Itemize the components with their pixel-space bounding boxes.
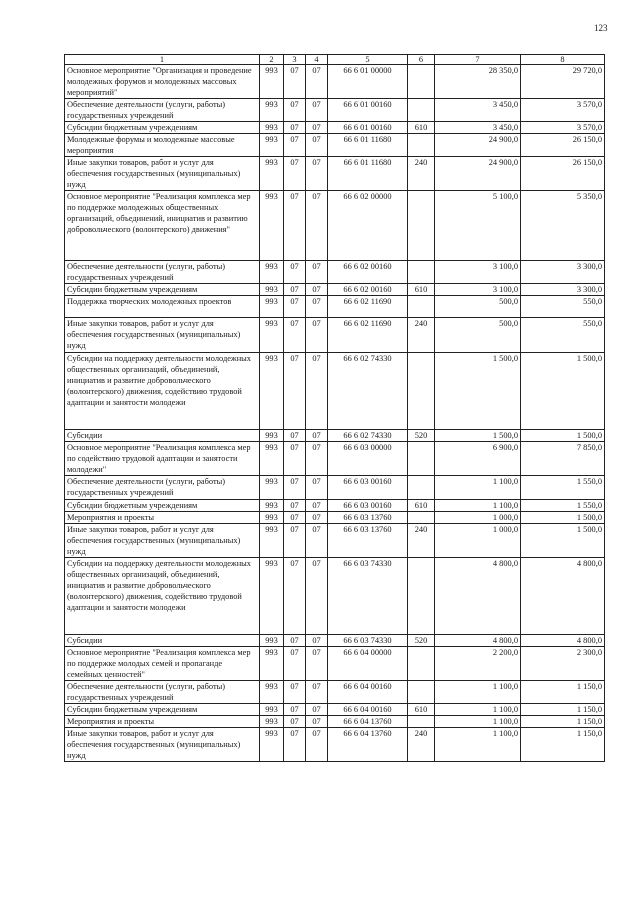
target-article-code: 66 6 03 13760 [328, 524, 408, 558]
budget-table [64, 54, 605, 762]
table-row [65, 99, 605, 122]
ministry-code: 993 [260, 558, 284, 635]
amount-year-2: 26 150,0 [521, 134, 605, 157]
subsection-code: 07 [306, 500, 328, 512]
row-name: Мероприятия и проекты [65, 512, 260, 524]
amount-year-2: 1 150,0 [521, 704, 605, 716]
subsection-code: 07 [306, 704, 328, 716]
amount-year-2: 1 500,0 [521, 353, 605, 430]
amount-year-2: 3 570,0 [521, 99, 605, 122]
row-name: Основное мероприятие "Реализация комплекса мер по содействию трудовой адаптации и занятости молодежи" [65, 442, 260, 476]
subsection-code: 07 [306, 191, 328, 261]
target-article-code: 66 6 03 00160 [328, 500, 408, 512]
amount-year-1: 1 000,0 [435, 524, 521, 558]
table-row [65, 296, 605, 318]
section-code: 07 [284, 500, 306, 512]
table-row [65, 65, 605, 99]
target-article-code: 66 6 03 74330 [328, 558, 408, 635]
subsection-code: 07 [306, 99, 328, 122]
amount-year-2: 1 150,0 [521, 681, 605, 704]
expense-type-code [408, 191, 435, 261]
table-row [65, 512, 605, 524]
ministry-code: 993 [260, 524, 284, 558]
target-article-code: 66 6 04 13760 [328, 716, 408, 728]
table-row [65, 635, 605, 647]
section-code: 07 [284, 134, 306, 157]
row-name: Обеспечение деятельности (услуги, работы) государственных учреждений [65, 681, 260, 704]
row-name: Субсидии бюджетным учреждениям [65, 284, 260, 296]
amount-year-1: 1 100,0 [435, 704, 521, 716]
amount-year-2: 1 150,0 [521, 716, 605, 728]
subsection-code: 07 [306, 134, 328, 157]
subsection-code: 07 [306, 122, 328, 134]
table-row [65, 430, 605, 442]
amount-year-1: 1 500,0 [435, 430, 521, 442]
row-name: Молодежные форумы и молодежные массовые мероприятия [65, 134, 260, 157]
section-code: 07 [284, 65, 306, 99]
expense-type-code: 610 [408, 704, 435, 716]
row-name: Основное мероприятие "Реализация комплекса мер по поддержке молодежных общественных организаций, объединений, инициатив и развитию добровольческого (волонтерского) движения" [65, 191, 260, 261]
table-row [65, 261, 605, 284]
target-article-code: 66 6 01 11680 [328, 157, 408, 191]
subsection-code: 07 [306, 647, 328, 681]
target-article-code: 66 6 03 13760 [328, 512, 408, 524]
expense-type-code [408, 681, 435, 704]
amount-year-1: 500,0 [435, 296, 521, 318]
amount-year-2: 1 550,0 [521, 476, 605, 500]
target-article-code: 66 6 01 11680 [328, 134, 408, 157]
ministry-code: 993 [260, 681, 284, 704]
table-row [65, 500, 605, 512]
section-code: 07 [284, 728, 306, 762]
expense-type-code [408, 65, 435, 99]
row-name: Обеспечение деятельности (услуги, работы) государственных учреждений [65, 99, 260, 122]
row-name: Мероприятия и проекты [65, 716, 260, 728]
target-article-code: 66 6 02 74330 [328, 430, 408, 442]
amount-year-1: 500,0 [435, 318, 521, 353]
amount-year-2: 26 150,0 [521, 157, 605, 191]
target-article-code: 66 6 02 11690 [328, 296, 408, 318]
column-number-row [65, 55, 605, 65]
target-article-code: 66 6 04 00160 [328, 704, 408, 716]
subsection-code: 07 [306, 728, 328, 762]
table-body [65, 55, 605, 762]
section-code: 07 [284, 430, 306, 442]
ministry-code: 993 [260, 430, 284, 442]
ministry-code: 993 [260, 65, 284, 99]
target-article-code: 66 6 02 11690 [328, 318, 408, 353]
column-number: 2 [260, 55, 284, 65]
row-name: Субсидии на поддержку деятельности молодежных общественных организаций, объединений, инициатив и развитие добровольческого (волонтерского) движения, содействию трудовой адаптации и занятости молодежи [65, 353, 260, 430]
amount-year-1: 6 900,0 [435, 442, 521, 476]
subsection-code: 07 [306, 430, 328, 442]
amount-year-1: 24 900,0 [435, 134, 521, 157]
row-name: Субсидии [65, 635, 260, 647]
expense-type-code: 240 [408, 728, 435, 762]
subsection-code: 07 [306, 512, 328, 524]
row-name: Иные закупки товаров, работ и услуг для обеспечения государственных (муниципальных) нужд [65, 157, 260, 191]
ministry-code: 993 [260, 500, 284, 512]
expense-type-code [408, 476, 435, 500]
section-code: 07 [284, 99, 306, 122]
expense-type-code: 520 [408, 635, 435, 647]
amount-year-2: 5 350,0 [521, 191, 605, 261]
section-code: 07 [284, 647, 306, 681]
table-row [65, 647, 605, 681]
table-row [65, 704, 605, 716]
ministry-code: 993 [260, 191, 284, 261]
amount-year-2: 1 150,0 [521, 728, 605, 762]
section-code: 07 [284, 157, 306, 191]
subsection-code: 07 [306, 681, 328, 704]
row-name: Субсидии [65, 430, 260, 442]
subsection-code: 07 [306, 65, 328, 99]
amount-year-1: 1 100,0 [435, 716, 521, 728]
row-name: Субсидии бюджетным учреждениям [65, 500, 260, 512]
table-row [65, 524, 605, 558]
amount-year-1: 1 100,0 [435, 728, 521, 762]
amount-year-1: 4 800,0 [435, 558, 521, 635]
expense-type-code [408, 296, 435, 318]
amount-year-2: 4 800,0 [521, 635, 605, 647]
section-code: 07 [284, 681, 306, 704]
amount-year-1: 3 450,0 [435, 99, 521, 122]
expense-type-code: 520 [408, 430, 435, 442]
section-code: 07 [284, 558, 306, 635]
table-row [65, 681, 605, 704]
section-code: 07 [284, 442, 306, 476]
ministry-code: 993 [260, 704, 284, 716]
row-name: Иные закупки товаров, работ и услуг для обеспечения государственных (муниципальных) нужд [65, 524, 260, 558]
table-row [65, 558, 605, 635]
ministry-code: 993 [260, 647, 284, 681]
subsection-code: 07 [306, 716, 328, 728]
amount-year-2: 2 300,0 [521, 647, 605, 681]
amount-year-2: 550,0 [521, 318, 605, 353]
subsection-code: 07 [306, 261, 328, 284]
target-article-code: 66 6 03 00000 [328, 442, 408, 476]
expense-type-code [408, 442, 435, 476]
expense-type-code [408, 261, 435, 284]
section-code: 07 [284, 191, 306, 261]
amount-year-2: 29 720,0 [521, 65, 605, 99]
target-article-code: 66 6 04 13760 [328, 728, 408, 762]
table-row [65, 353, 605, 430]
ministry-code: 993 [260, 728, 284, 762]
table-row [65, 157, 605, 191]
target-article-code: 66 6 01 00000 [328, 65, 408, 99]
amount-year-2: 1 500,0 [521, 430, 605, 442]
section-code: 07 [284, 476, 306, 500]
section-code: 07 [284, 524, 306, 558]
subsection-code: 07 [306, 524, 328, 558]
section-code: 07 [284, 122, 306, 134]
expense-type-code: 240 [408, 318, 435, 353]
column-number: 7 [435, 55, 521, 65]
row-name: Обеспечение деятельности (услуги, работы) государственных учреждений [65, 476, 260, 500]
table-row [65, 284, 605, 296]
target-article-code: 66 6 02 00160 [328, 261, 408, 284]
expense-type-code: 240 [408, 157, 435, 191]
amount-year-1: 2 200,0 [435, 647, 521, 681]
expense-type-code [408, 512, 435, 524]
column-number: 6 [408, 55, 435, 65]
subsection-code: 07 [306, 442, 328, 476]
amount-year-2: 1 550,0 [521, 500, 605, 512]
amount-year-2: 1 500,0 [521, 524, 605, 558]
target-article-code: 66 6 04 00160 [328, 681, 408, 704]
target-article-code: 66 6 03 74330 [328, 635, 408, 647]
row-name: Обеспечение деятельности (услуги, работы) государственных учреждений [65, 261, 260, 284]
ministry-code: 993 [260, 284, 284, 296]
amount-year-2: 3 570,0 [521, 122, 605, 134]
row-name: Субсидии бюджетным учреждениям [65, 122, 260, 134]
expense-type-code [408, 353, 435, 430]
row-name: Субсидии на поддержку деятельности молодежных общественных организаций, объединений, инициатив и развитие добровольческого (волонтерского) движения, содействию трудовой адаптации и занятости молодежи [65, 558, 260, 635]
subsection-code: 07 [306, 558, 328, 635]
amount-year-2: 1 500,0 [521, 512, 605, 524]
amount-year-1: 24 900,0 [435, 157, 521, 191]
row-name: Основное мероприятие "Организация и проведение молодежных форумов и молодежных массовых мероприятий" [65, 65, 260, 99]
subsection-code: 07 [306, 635, 328, 647]
ministry-code: 993 [260, 99, 284, 122]
page-number: 123 [594, 23, 608, 33]
expense-type-code [408, 558, 435, 635]
table-row [65, 134, 605, 157]
section-code: 07 [284, 716, 306, 728]
section-code: 07 [284, 296, 306, 318]
target-article-code: 66 6 02 00000 [328, 191, 408, 261]
amount-year-1: 1 100,0 [435, 681, 521, 704]
ministry-code: 993 [260, 318, 284, 353]
expense-type-code: 610 [408, 122, 435, 134]
amount-year-1: 1 100,0 [435, 476, 521, 500]
section-code: 07 [284, 318, 306, 353]
column-number: 1 [65, 55, 260, 65]
expense-type-code [408, 99, 435, 122]
section-code: 07 [284, 284, 306, 296]
ministry-code: 993 [260, 296, 284, 318]
row-name: Иные закупки товаров, работ и услуг для обеспечения государственных (муниципальных) нужд [65, 318, 260, 353]
ministry-code: 993 [260, 122, 284, 134]
target-article-code: 66 6 04 00000 [328, 647, 408, 681]
column-number: 4 [306, 55, 328, 65]
amount-year-1: 3 100,0 [435, 261, 521, 284]
ministry-code: 993 [260, 512, 284, 524]
amount-year-1: 1 100,0 [435, 500, 521, 512]
row-name: Основное мероприятие "Реализация комплекса мер по поддержке молодых семей и пропаганде семейных ценностей" [65, 647, 260, 681]
section-code: 07 [284, 353, 306, 430]
target-article-code: 66 6 01 00160 [328, 122, 408, 134]
ministry-code: 993 [260, 157, 284, 191]
amount-year-1: 1 000,0 [435, 512, 521, 524]
subsection-code: 07 [306, 296, 328, 318]
target-article-code: 66 6 02 74330 [328, 353, 408, 430]
section-code: 07 [284, 635, 306, 647]
expense-type-code: 610 [408, 500, 435, 512]
target-article-code: 66 6 02 00160 [328, 284, 408, 296]
expense-type-code [408, 716, 435, 728]
table-row [65, 442, 605, 476]
table-row [65, 122, 605, 134]
amount-year-1: 5 100,0 [435, 191, 521, 261]
row-name: Иные закупки товаров, работ и услуг для обеспечения государственных (муниципальных) нужд [65, 728, 260, 762]
table-row [65, 191, 605, 261]
expense-type-code: 240 [408, 524, 435, 558]
ministry-code: 993 [260, 716, 284, 728]
ministry-code: 993 [260, 442, 284, 476]
expense-type-code: 610 [408, 284, 435, 296]
target-article-code: 66 6 03 00160 [328, 476, 408, 500]
expense-type-code [408, 647, 435, 681]
section-code: 07 [284, 512, 306, 524]
section-code: 07 [284, 261, 306, 284]
amount-year-1: 3 450,0 [435, 122, 521, 134]
subsection-code: 07 [306, 318, 328, 353]
amount-year-1: 4 800,0 [435, 635, 521, 647]
expense-type-code [408, 134, 435, 157]
section-code: 07 [284, 704, 306, 716]
amount-year-1: 28 350,0 [435, 65, 521, 99]
amount-year-2: 4 800,0 [521, 558, 605, 635]
row-name: Поддержка творческих молодежных проектов [65, 296, 260, 318]
amount-year-2: 3 300,0 [521, 261, 605, 284]
subsection-code: 07 [306, 284, 328, 296]
subsection-code: 07 [306, 476, 328, 500]
subsection-code: 07 [306, 157, 328, 191]
column-number: 5 [328, 55, 408, 65]
ministry-code: 993 [260, 261, 284, 284]
subsection-code: 07 [306, 353, 328, 430]
column-number: 3 [284, 55, 306, 65]
ministry-code: 993 [260, 134, 284, 157]
amount-year-2: 3 300,0 [521, 284, 605, 296]
table-row [65, 716, 605, 728]
ministry-code: 993 [260, 476, 284, 500]
column-number: 8 [521, 55, 605, 65]
amount-year-2: 550,0 [521, 296, 605, 318]
table-row [65, 318, 605, 353]
amount-year-2: 7 850,0 [521, 442, 605, 476]
row-name: Субсидии бюджетным учреждениям [65, 704, 260, 716]
amount-year-1: 3 100,0 [435, 284, 521, 296]
amount-year-1: 1 500,0 [435, 353, 521, 430]
ministry-code: 993 [260, 635, 284, 647]
table-row [65, 728, 605, 762]
ministry-code: 993 [260, 353, 284, 430]
table-row [65, 476, 605, 500]
target-article-code: 66 6 01 00160 [328, 99, 408, 122]
